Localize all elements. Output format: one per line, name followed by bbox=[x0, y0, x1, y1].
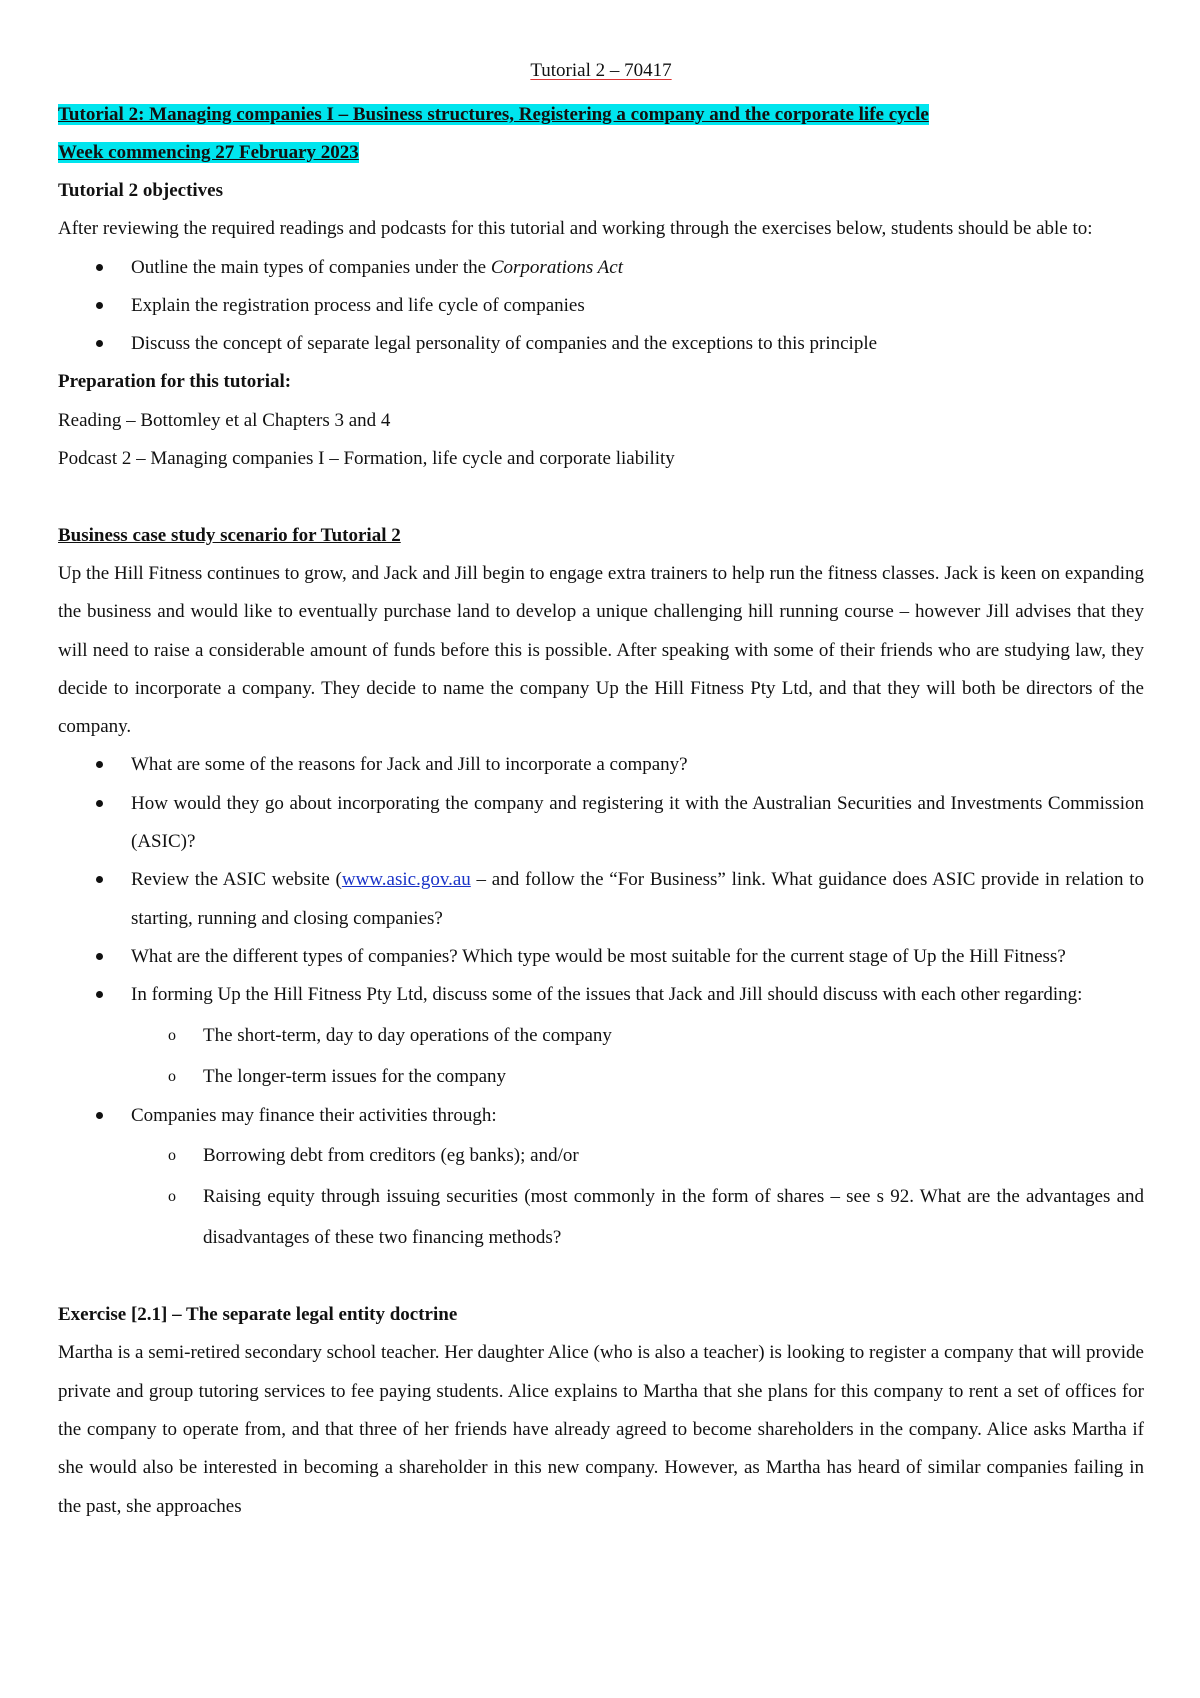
question-item: In forming Up the Hill Fitness Pty Ltd, discuss some of the issues that Jack and Jill should discuss with each other regarding: o The short-term, day to day operations of the company o The longer-term issues for the company bbox=[58, 976, 1144, 1096]
exercise-heading: Exercise [2.1] – The separate legal entity doctrine bbox=[58, 1304, 458, 1326]
objectives-intro: After reviewing the required readings and podcasts for this tutorial and working through the exercises below, students should be able to: bbox=[58, 218, 1093, 240]
spacer bbox=[58, 478, 1144, 516]
sub-item: o Borrowing debt from creditors (eg banks); and/or bbox=[58, 1135, 1144, 1176]
sub-item: o The longer-term issues for the company bbox=[58, 1056, 1144, 1097]
case-study-paragraph: Up the Hill Fitness continues to grow, and Jack and Jill begin to engage extra trainers to help run the fitness classes. Jack is keen on expanding the business and would like to eventually purchase land to develop a unique challenging hill running course – however Jill advises that they will need to raise a considerable amount of funds before this is possible. After speaking with some of their friends who are studying law, they decide to incorporate a company. They decide to name the company Up the Hill Fitness Pty Ltd, and that they will both be directors of the company. bbox=[58, 562, 1144, 738]
case-study-heading: Business case study scenario for Tutorial 2 bbox=[58, 524, 401, 546]
objective-item: Discuss the concept of separate legal personality of companies and the exceptions to this principle bbox=[58, 325, 1144, 363]
objectives-list bbox=[58, 249, 1144, 364]
case-questions-list bbox=[58, 746, 1144, 1257]
question-item: How would they go about incorporating the company and registering it with the Australian Securities and Investments Commission (ASIC)? bbox=[58, 785, 1144, 862]
objective-item: Explain the registration process and life cycle of companies bbox=[58, 287, 1144, 325]
week-heading: Week commencing 27 February 2023 bbox=[58, 142, 359, 163]
question-item: What are some of the reasons for Jack and Jill to incorporate a company? bbox=[58, 746, 1144, 784]
preparation-heading: Preparation for this tutorial: bbox=[58, 371, 292, 393]
sub-list bbox=[58, 1135, 1144, 1258]
objective-item: Outline the main types of companies under the Corporations Act bbox=[58, 249, 1144, 287]
question-item: What are the different types of companies? Which type would be most suitable for the current stage of Up the Hill Fitness? bbox=[58, 938, 1144, 976]
sub-item: o The short-term, day to day operations of the company bbox=[58, 1015, 1144, 1056]
question-item: Review the ASIC website (www.asic.gov.au – and follow the “For Business” link. What guidance does ASIC provide in relation to starting, running and closing companies? bbox=[58, 861, 1144, 938]
tutorial-heading: Tutorial 2: Managing companies I – Business structures, Registering a company and the corporate life cycle bbox=[58, 104, 929, 125]
question-item: Companies may finance their activities through: o Borrowing debt from creditors (eg banks); and/or o Raising equity through issuing securities (most commonly in the form of shares – see s 92. What are the advantages and disadvantages of these two financing methods? bbox=[58, 1097, 1144, 1258]
exercise-paragraph: Martha is a semi-retired secondary school teacher. Her daughter Alice (who is also a teacher) is looking to register a company that will provide private and group tutoring services to fee paying students. Alice explains to Martha that she plans for this company to rent a set of offices for the company to operate from, and that three of her friends have already agreed to become shareholders in the company. Alice asks Martha if she would also be interested in becoming a shareholder in this new company. However, as Martha has heard of similar companies failing in the past, she approaches bbox=[58, 1342, 1144, 1517]
document-title: Tutorial 2 – 70417 bbox=[530, 60, 672, 81]
spacer bbox=[58, 1258, 1144, 1296]
objectives-heading: Tutorial 2 objectives bbox=[58, 180, 224, 201]
podcast-line: Podcast 2 – Managing companies I – Formation, life cycle and corporate liability bbox=[58, 448, 675, 470]
sub-list bbox=[58, 1015, 1144, 1097]
document-content bbox=[58, 56, 1144, 1526]
asic-website-link[interactable]: www.asic.gov.au bbox=[341, 869, 471, 891]
sub-item: o Raising equity through issuing securities (most commonly in the form of shares – see s 92. What are the advantages and disadvantages of these two financing methods? bbox=[58, 1176, 1144, 1258]
reading-line: Reading – Bottomley et al Chapters 3 and 4 bbox=[58, 409, 391, 431]
